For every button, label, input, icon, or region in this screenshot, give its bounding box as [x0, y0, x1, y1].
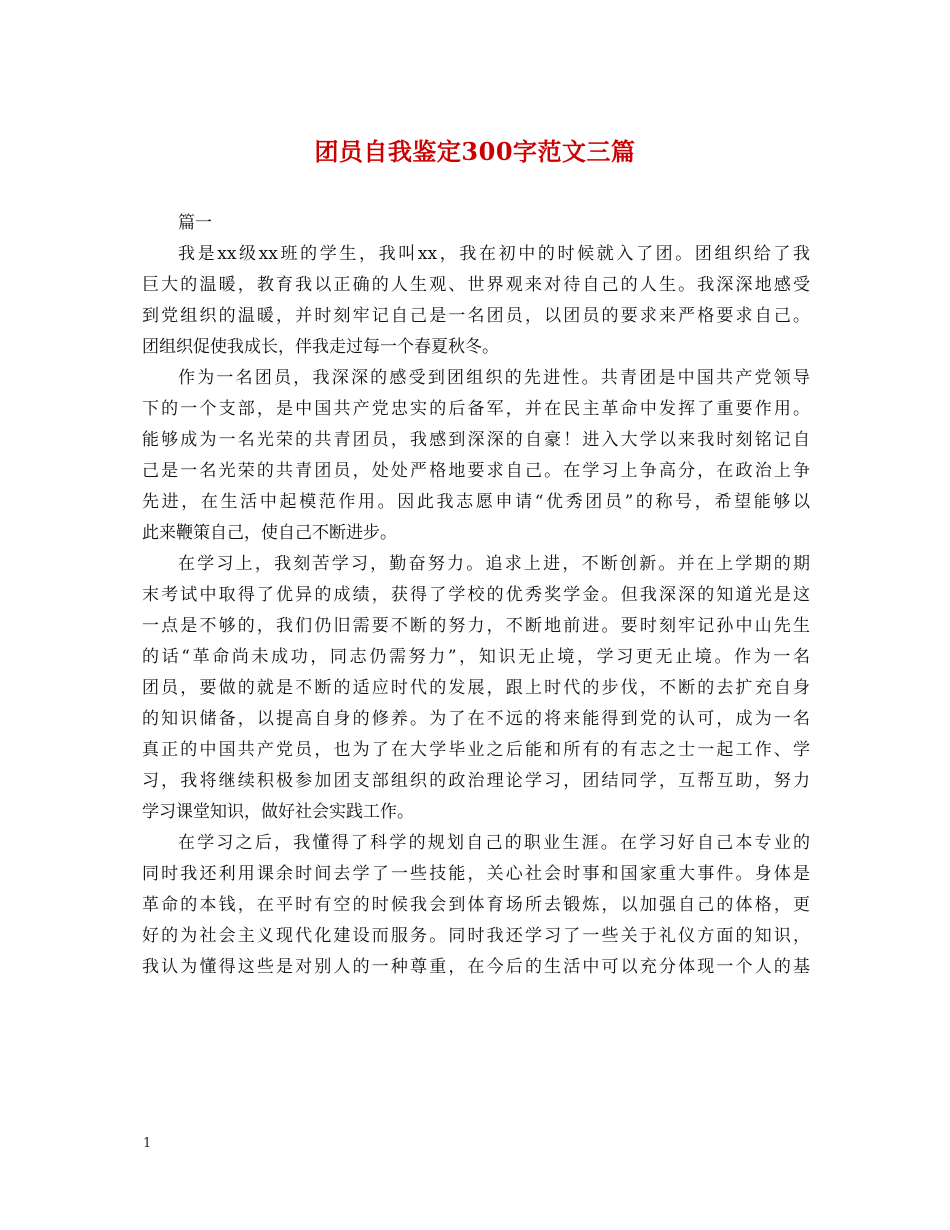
text-line: 到党组织的温暖，并时刻牢记自己是一名团员，以团员的要求来严格要求自己。: [142, 306, 810, 326]
paragraph: [142, 239, 810, 363]
text-line: 的话“革命尚未成功，同志仍需努力”，知识无止境，学习更无止境。作为一名: [142, 647, 810, 667]
text-line: 能够成为一名光荣的共青团员，我感到深深的自豪！进入大学以来我时刻铭记自: [142, 430, 810, 450]
text-line: 下的一个支部，是中国共产党忠实的后备军，并在民主革命中发挥了重要作用。: [142, 399, 810, 419]
text-line: 的知识储备，以提高自身的修养。为了在不远的将来能得到党的认可，成为一名: [142, 709, 810, 729]
paragraph: [142, 363, 810, 549]
paragraph: [142, 549, 810, 828]
text-line: 学习课堂知识，做好社会实践工作。: [142, 802, 414, 822]
text-line: 革命的本钱，在平时有空的时候我会到体育场所去锻炼，以加强自己的体格，更: [142, 895, 810, 915]
text-line: 我是xx级xx班的学生，我叫xx，我在初中的时候就入了团。团组织给了我: [178, 244, 810, 264]
text-line: 习，我将继续积极参加团支部组织的政治理论学习，团结同学，互帮互助，努力: [142, 771, 810, 791]
page-number: 1: [143, 1136, 152, 1151]
document-title: 团员自我鉴定300字范文三篇: [314, 137, 636, 166]
text-line: 团组织促使我成长，伴我走过每一个春夏秋冬。: [142, 337, 499, 357]
text-line: 好的为社会主义现代化建设而服务。同时我还学习了一些关于礼仪方面的知识，: [142, 926, 810, 946]
text-line: 团员，要做的就是不断的适应时代的发展，跟上时代的步伐，不断的去扩充自身: [142, 678, 810, 698]
text-line: 此来鞭策自己，使自己不断进步。: [142, 523, 397, 543]
text-line: 一点是不够的，我们仍旧需要不断的努力，不断地前进。要时刻牢记孙中山先生: [142, 616, 810, 636]
text-line: 末考试中取得了优异的成绩，获得了学校的优秀奖学金。但我深深的知道光是这: [142, 585, 810, 605]
text-line: 同时我还利用课余时间去学了一些技能，关心社会时事和国家重大事件。身体是: [142, 864, 810, 884]
text-line: 先进，在生活中起模范作用。因此我志愿申请“优秀团员”的称号，希望能够以: [142, 492, 810, 512]
text-line: 作为一名团员，我深深的感受到团组织的先进性。共青团是中国共产党领导: [178, 368, 810, 388]
text-line: 在学习之后，我懂得了科学的规划自己的职业生涯。在学习好自己本专业的: [178, 833, 810, 853]
text-line: 真正的中国共产党员，也为了在大学毕业之后能和所有的有志之士一起工作、学: [142, 740, 810, 760]
text-line: 巨大的温暖，教育我以正确的人生观、世界观来对待自己的人生。我深深地感受: [142, 275, 810, 295]
paragraph: [142, 828, 810, 983]
document-body: [142, 208, 810, 983]
text-line: 己是一名光荣的共青团员，处处严格地要求自己。在学习上争高分，在政治上争: [142, 461, 810, 481]
text-line: 我认为懂得这些是对别人的一种尊重，在今后的生活中可以充分体现一个人的基: [142, 957, 810, 977]
text-line: 在学习上，我刻苦学习，勤奋努力。追求上进，不断创新。并在上学期的期: [178, 554, 810, 574]
section-label: 篇一: [178, 213, 212, 233]
